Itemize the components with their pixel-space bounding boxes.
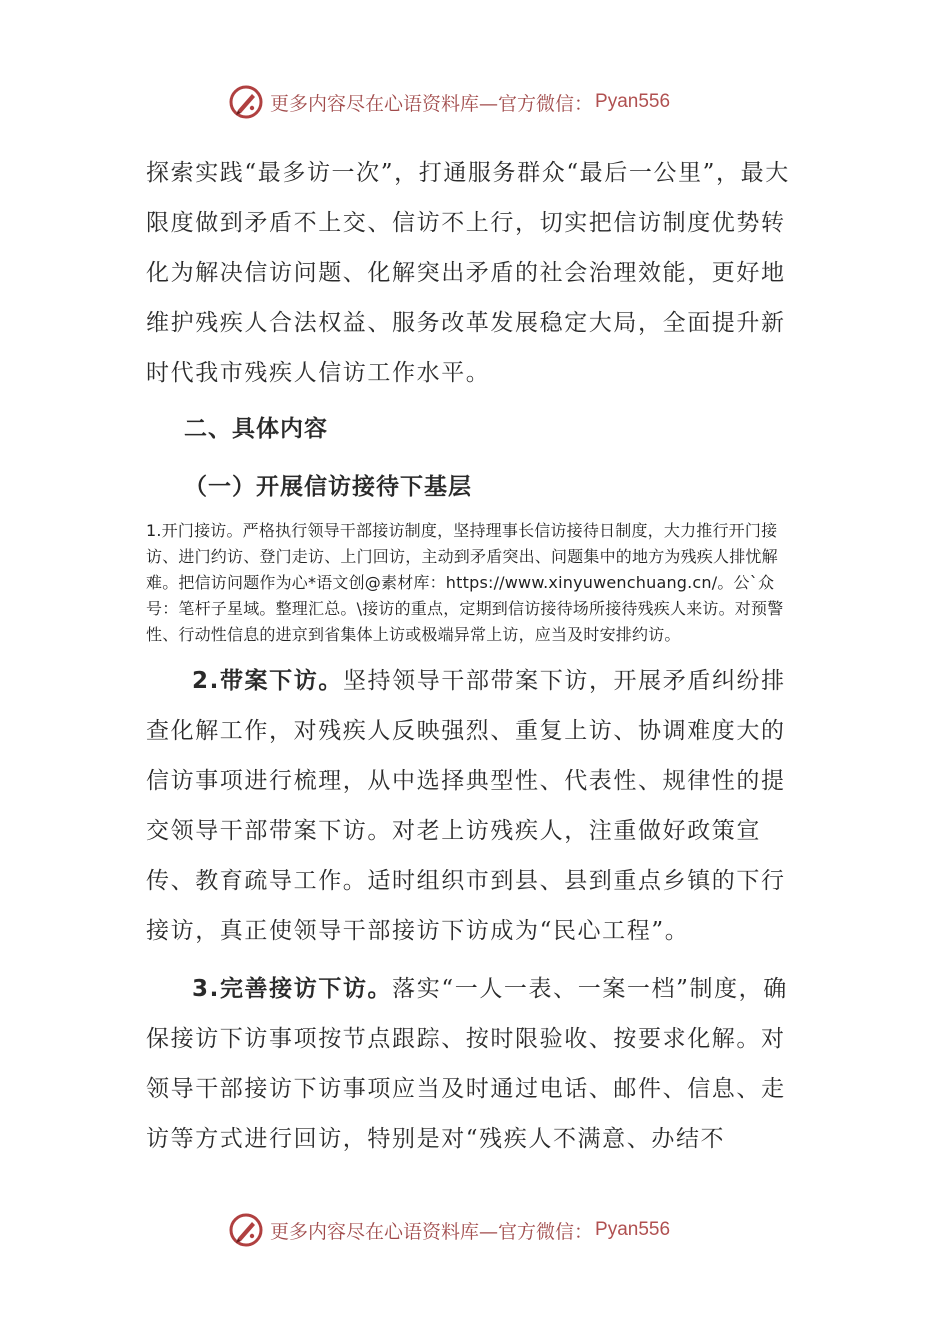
- header-watermark: [228, 82, 748, 122]
- paragraph-intro: 探索实践“最多访一次”，打通服务群众“最后一公里”，最大限度做到矛盾不上交、信访不上行，切实把信访制度优势转化为解决信访问题、化解突出矛盾的社会治理效能，更好地维护残疾人合法权益、服务改革发展稳定大局，全面提升新时代我市残疾人信访工作水平。: [146, 160, 790, 386]
- item-3-paragraph: [146, 964, 806, 1164]
- item-2-lead: 2.带案下访。: [192, 668, 343, 694]
- item-2-text: 坚持领导干部带案下访，开展矛盾纠纷排查化解工作，对残疾人反映强烈、重复上访、协调难度大的信访事项进行梳理，从中选择典型性、代表性、规律性的提交领导干部带案下访。对老上访残疾人，注重做好政策宣传、教育疏导工作。适时组织市到县、县到重点乡镇的下行接访，真正使领导干部接访下访成为“民心工程”。: [146, 668, 786, 944]
- item-2-paragraph: [146, 656, 806, 956]
- section-heading: 二、具体内容: [184, 416, 328, 442]
- watermark-text: 更多内容尽在心语资料库—官方微信：: [270, 1220, 594, 1243]
- subsection-heading: （一）开展信访接待下基层: [184, 474, 472, 500]
- watermark-wechat-id: Pyan556: [595, 1219, 671, 1240]
- footer-watermark: [228, 1210, 748, 1250]
- item-3-text: 落实“一人一表、一案一档”制度，确保接访下访事项按节点跟踪、按时限验收、按要求化解。对领导干部接访下访事项应当及时通过电话、邮件、信息、走访等方式进行回访，特别是对“残疾人不满意、办结不: [146, 976, 788, 1152]
- item-1-paragraph: 1.开门接访。严格执行领导干部接访制度，坚持理事长信访接待日制度，大力推行开门接访、进门约访、登门走访、上门回访，主动到矛盾突出、问题集中的地方为残疾人排忧解难。把信访问题作为心*语文创@素材库：https://www.xinyuwenchuang.cn/。公`众号：笔杆子星域。整理汇总。\接访的重点，定期到信访接待场所接待残疾人来访。对预警性、行动性信息的进京到省集体上访或极端异常上访，应当及时安排约访。: [146, 521, 784, 644]
- item-3-lead: 3.完善接访下访。: [192, 976, 393, 1002]
- pen-logo-icon: [228, 84, 264, 120]
- watermark-wechat-id: Pyan556: [595, 91, 671, 112]
- watermark-text: 更多内容尽在心语资料库—官方微信：: [270, 92, 594, 115]
- document-body: [146, 148, 806, 1164]
- pen-logo-icon: [228, 1212, 264, 1248]
